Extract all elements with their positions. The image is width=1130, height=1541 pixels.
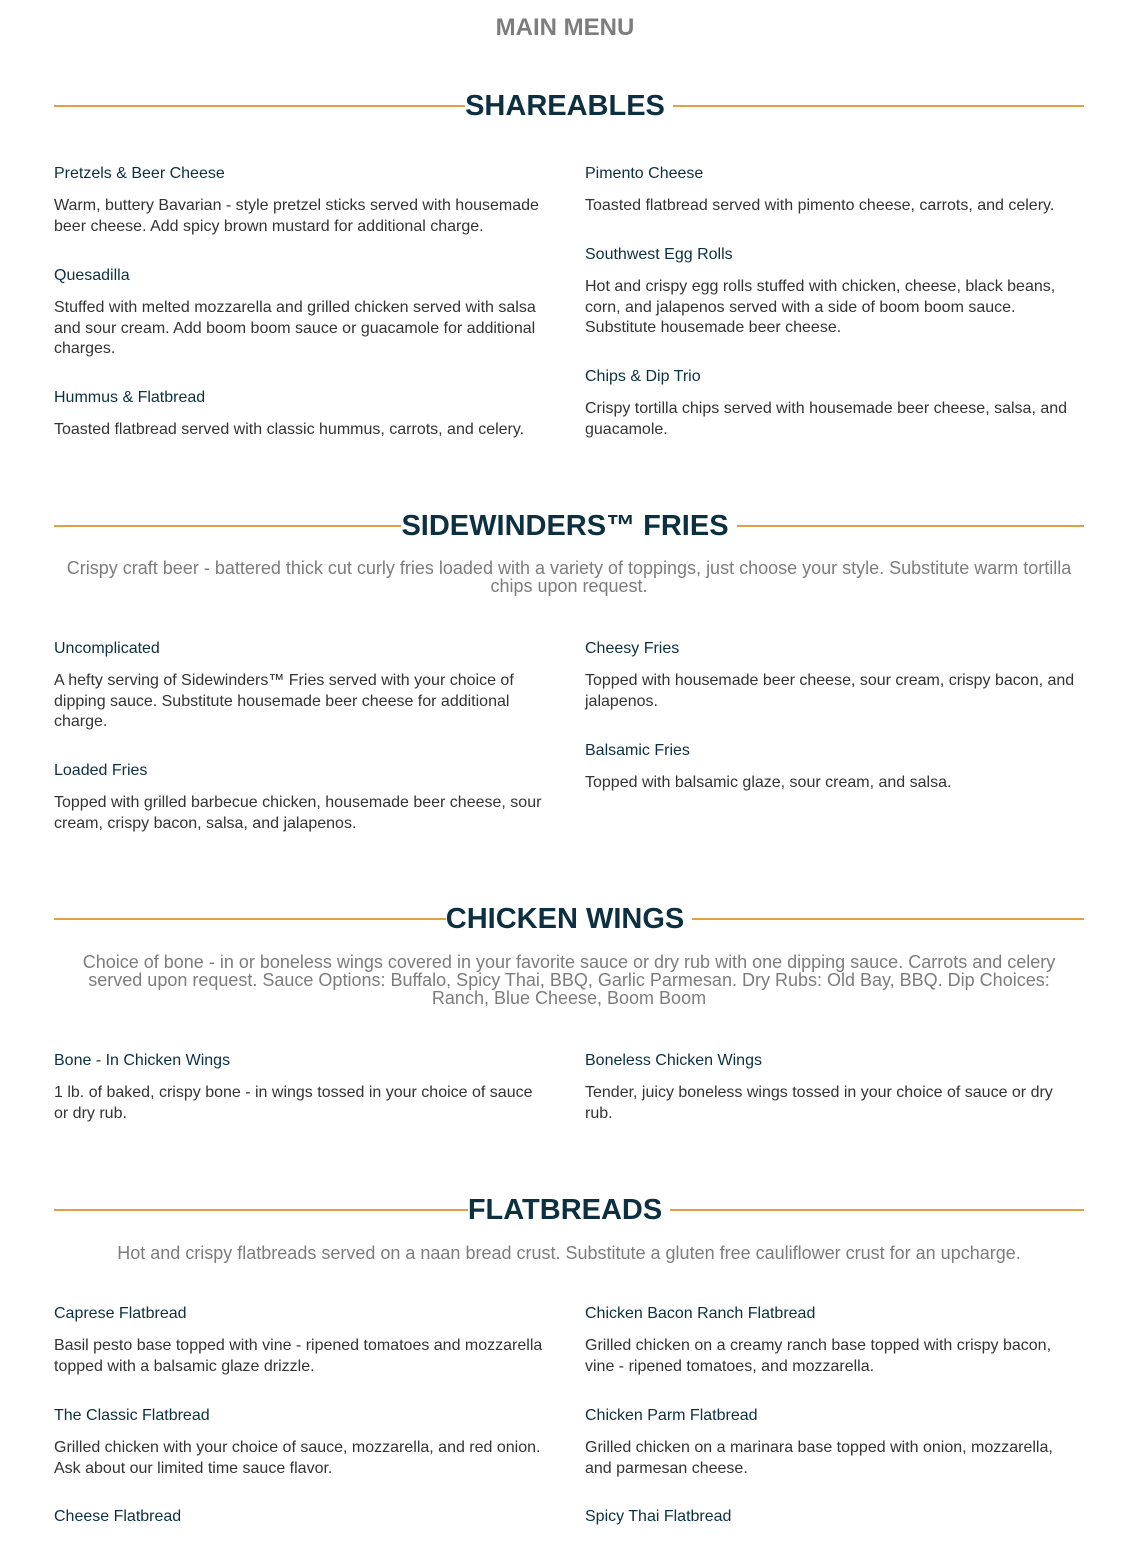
section-chicken-wings xyxy=(54,899,1084,1007)
divider-rule xyxy=(737,525,1084,527)
menu-item-name: Boneless Chicken Wings xyxy=(585,1052,762,1069)
menu-item-description: Toasted flatbread served with classic hummus, carrots, and celery. xyxy=(54,421,525,438)
divider-rule xyxy=(54,105,465,107)
menu-item-description: Basil pesto base topped with vine - ripened tomatoes and mozzarella topped with a balsamic glaze drizzle. xyxy=(54,1337,543,1375)
menu-item-description: Warm, buttery Bavarian - style pretzel sticks served with housemade beer cheese. Add spicy brown mustard for additional charge. xyxy=(54,197,539,235)
menu-item-name: Pimento Cheese xyxy=(585,165,704,182)
menu-item-description: A hefty serving of Sidewinders™ Fries served with your choice of dipping sauce. Substitute housemade beer cheese for additional charge. xyxy=(54,672,514,730)
menu-item xyxy=(54,761,544,834)
menu-item-description: Grilled chicken on a marinara base topped with onion, mozzarella, and parmesan cheese. xyxy=(585,1439,1053,1477)
menu-item-name: Caprese Flatbread xyxy=(54,1305,187,1322)
menu-item xyxy=(585,1051,1075,1124)
divider-rule xyxy=(673,105,1084,107)
menu-item xyxy=(585,1406,1075,1479)
menu-item-description: Tender, juicy boneless wings tossed in your choice of sauce or dry rub. xyxy=(585,1084,1053,1122)
menu-item-name: Balsamic Fries xyxy=(585,742,690,759)
menu-item-name: Uncomplicated xyxy=(54,640,160,657)
menu-item-description: Topped with grilled barbecue chicken, housemade beer cheese, sour cream, crispy bacon, salsa, and jalapenos. xyxy=(54,794,542,832)
section-title: FLATBREADS xyxy=(467,1194,663,1226)
menu-item xyxy=(54,639,544,733)
menu-item-name: Pretzels & Beer Cheese xyxy=(54,165,225,182)
divider-rule xyxy=(54,918,446,920)
menu-item xyxy=(54,1051,544,1124)
menu-item-name: The Classic Flatbread xyxy=(54,1407,210,1424)
section-header xyxy=(54,1190,1084,1230)
section-sidewinders-fries xyxy=(54,506,1084,595)
menu-item-name: Southwest Egg Rolls xyxy=(585,246,733,263)
section-title: SHAREABLES xyxy=(465,90,665,122)
menu-item xyxy=(585,164,1075,217)
section-description: Hot and crispy flatbreads served on a naan bread crust. Substitute a gluten free cauliflower crust for an upcharge. xyxy=(117,1243,1021,1263)
menu-item-name: Cheesy Fries xyxy=(585,640,680,657)
divider-rule xyxy=(692,918,1084,920)
menu-item xyxy=(54,1406,544,1479)
section-title: CHICKEN WINGS xyxy=(445,903,685,935)
section-shareables xyxy=(54,86,1084,126)
menu-item xyxy=(54,1304,544,1377)
menu-item-description: Grilled chicken with your choice of sauce, mozzarella, and red onion. Ask about our limited time sauce flavor. xyxy=(54,1439,541,1477)
menu-item-description: Stuffed with melted mozzarella and grilled chicken served with salsa and sour cream. Add boom boom sauce or guacamole for additional charges. xyxy=(54,299,536,357)
menu-item-name: Cheese Flatbread xyxy=(54,1508,182,1525)
section-title: SIDEWINDERS™ FRIES xyxy=(401,510,729,542)
menu-item-description: Hot and crispy egg rolls stuffed with chicken, cheese, black beans, corn, and jalapenos served with a side of boom boom sauce. Substitute housemade beer cheese. xyxy=(585,278,1056,336)
menu-item xyxy=(54,388,544,441)
menu-item-description: 1 lb. of baked, crispy bone - in wings tossed in your choice of sauce or dry rub. xyxy=(54,1084,533,1122)
menu-item-name: Spicy Thai Flatbread xyxy=(585,1508,732,1525)
menu-item-description: Topped with housemade beer cheese, sour cream, crispy bacon, and jalapenos. xyxy=(585,672,1075,710)
divider-rule xyxy=(54,525,401,527)
menu-item-description: Toasted flatbread served with pimento cheese, carrots, and celery. xyxy=(585,197,1055,214)
menu-item-name: Chicken Parm Flatbread xyxy=(585,1407,758,1424)
menu-item-description: Topped with balsamic glaze, sour cream, and salsa. xyxy=(585,774,952,791)
divider-rule xyxy=(54,1209,468,1211)
menu-item xyxy=(585,367,1075,440)
menu-item xyxy=(585,639,1075,712)
section-description: Crispy craft beer - battered thick cut curly fries loaded with a variety of toppings, just choose your style. Substitute warm tortilla chips upon request. xyxy=(66,558,1072,596)
menu-item xyxy=(54,266,544,360)
menu-item-name: Chicken Bacon Ranch Flatbread xyxy=(585,1305,816,1322)
section-header xyxy=(54,899,1084,939)
divider-rule xyxy=(670,1209,1084,1211)
menu-item-name: Quesadilla xyxy=(54,267,130,284)
section-flatbreads xyxy=(54,1190,1084,1262)
menu-item xyxy=(585,741,1075,794)
section-header xyxy=(54,506,1084,546)
page-title: MAIN MENU xyxy=(495,14,635,41)
menu-item-description: Crispy tortilla chips served with housemade beer cheese, salsa, and guacamole. xyxy=(585,400,1068,438)
menu-item xyxy=(585,245,1075,339)
section-description: Choice of bone - in or boneless wings covered in your favorite sauce or dry rub with one dipping sauce. Carrots and celery served upon request. Sauce Options: Buffalo, Spicy Thai, BBQ, Garlic Parmesan. Dry Rubs: Old Bay, BBQ. Dip Choices: Ranch, Blue Cheese, Boom Boom xyxy=(82,952,1056,1008)
menu-item xyxy=(54,1507,544,1527)
menu-item-description: Grilled chicken on a creamy ranch base topped with crispy bacon, vine - ripened tomatoes, and mozzarella. xyxy=(585,1337,1052,1375)
menu-item-name: Bone - In Chicken Wings xyxy=(54,1052,231,1069)
menu-item xyxy=(585,1304,1075,1377)
menu-item-name: Loaded Fries xyxy=(54,762,148,779)
menu-item-name: Hummus & Flatbread xyxy=(54,389,206,406)
menu-item-name: Chips & Dip Trio xyxy=(585,368,701,385)
menu-item xyxy=(585,1507,1075,1527)
menu-item xyxy=(54,164,544,237)
section-header xyxy=(54,86,1084,126)
